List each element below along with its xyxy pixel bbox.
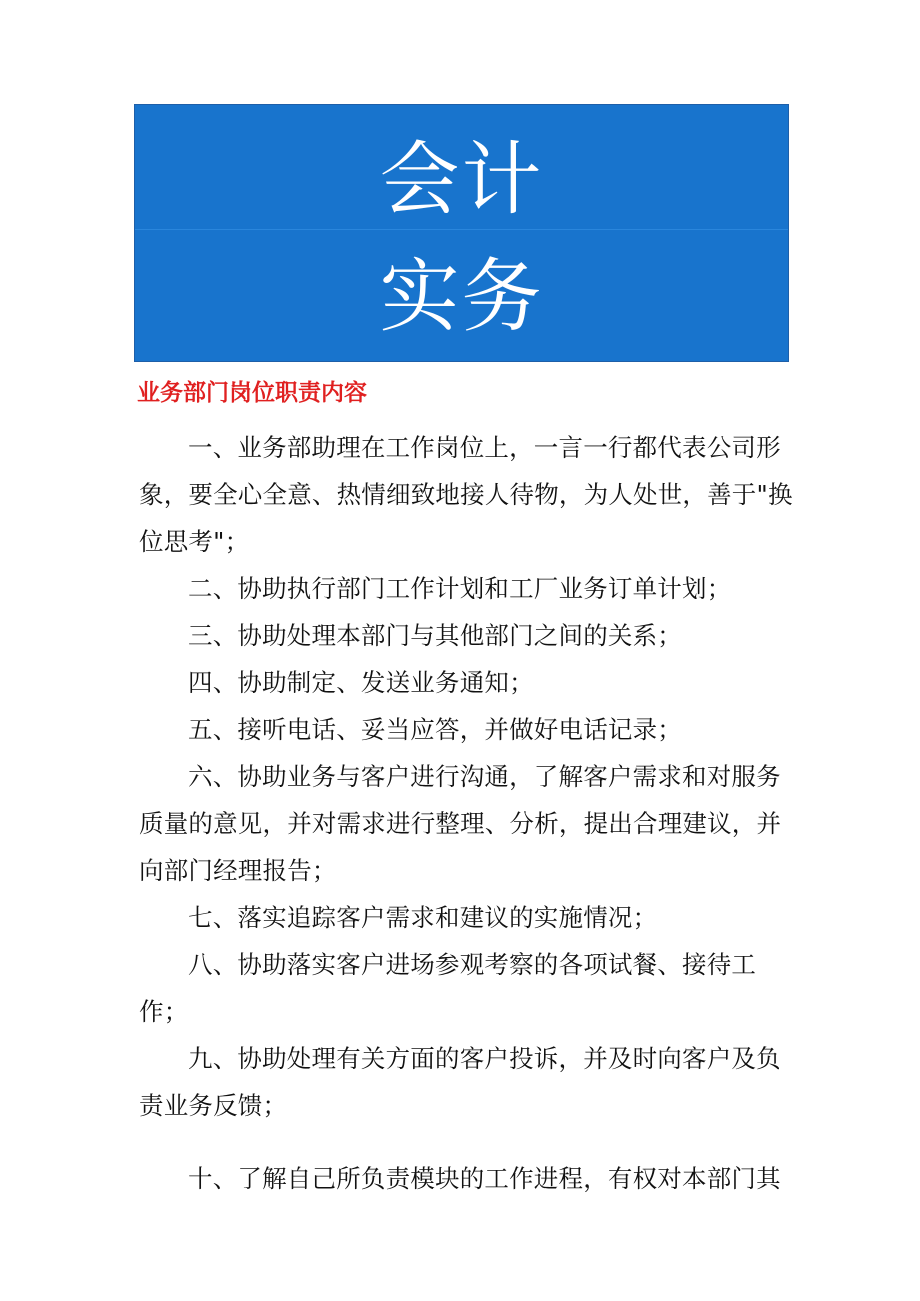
banner-divider xyxy=(135,229,788,230)
paragraph-9: 九、协助处理有关方面的客户投诉，并及时向客户及负责业务反馈； xyxy=(139,1044,781,1120)
banner-title-line-2: 实务 xyxy=(379,250,544,343)
document-body xyxy=(139,424,799,1202)
paragraph-10: 十、了解自己所负责模块的工作进程，有权对本部门其 xyxy=(188,1164,781,1193)
paragraph-1: 一、业务部助理在工作岗位上，一言一行都代表公司形象，要全心全意、热情细致地接人待物，为人处世，善于"换位思考"； xyxy=(139,433,793,556)
paragraph-3: 三、协助处理本部门与其他部门之间的关系； xyxy=(188,621,682,650)
section-heading: 业务部门岗位职责内容 xyxy=(137,380,367,406)
paragraph-5: 五、接听电话、妥当应答，并做好电话记录； xyxy=(188,715,682,744)
paragraph-6: 六、协助业务与客户进行沟通，了解客户需求和对服务质量的意见，并对需求进行整理、分析，提出合理建议，并向部门经理报告； xyxy=(139,762,782,885)
paragraph-4: 四、协助制定、发送业务通知； xyxy=(188,668,534,697)
paragraph-2: 二、协助执行部门工作计划和工厂业务订单计划； xyxy=(188,574,732,603)
title-banner xyxy=(134,104,789,362)
paragraph-7: 七、落实追踪客户需求和建议的实施情况； xyxy=(188,903,658,932)
banner-title-line-1: 会计 xyxy=(379,133,544,226)
paragraph-8: 八、协助落实客户进场参观考察的各项试餐、接待工作； xyxy=(139,950,757,1026)
